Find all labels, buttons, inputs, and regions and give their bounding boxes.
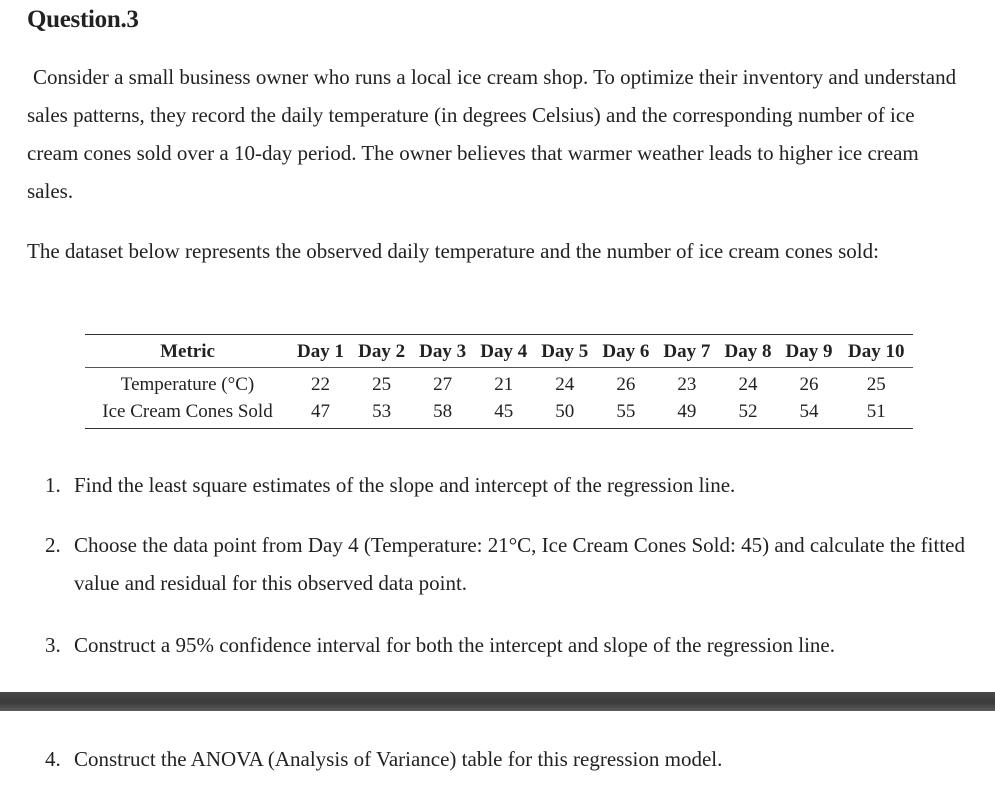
question-text: Find the least square estimates of the slope and intercept of the regression line.	[74, 473, 736, 497]
question-number: 3.	[45, 633, 61, 657]
question-number: 2.	[45, 533, 61, 557]
header-day: Day 9	[779, 335, 840, 368]
table-cell: 21	[494, 374, 514, 395]
question-item-3	[45, 626, 965, 664]
table-cell: 27	[433, 374, 453, 395]
row-label: Temperature (°C)	[120, 374, 255, 395]
question-number: 4.	[45, 747, 61, 771]
question-text: Construct a 95% confidence interval for both the intercept and slope of the regression line.	[74, 633, 836, 657]
table-cell: 55	[616, 401, 636, 422]
question-text: Construct the ANOVA (Analysis of Variance) table for this regression model.	[74, 747, 723, 771]
table-cell: 24	[555, 374, 575, 395]
table-cell: 49	[677, 401, 697, 422]
table-row-temperature	[85, 368, 913, 399]
header-day: Day 6	[595, 335, 656, 368]
table-cell: 52	[738, 401, 758, 422]
header-day: Day 7	[656, 335, 717, 368]
section-divider	[0, 692, 995, 711]
table-cell: 54	[799, 401, 819, 422]
table-cell: 25	[866, 374, 886, 395]
table-cell: 22	[311, 374, 331, 395]
header-day: Day 5	[534, 335, 595, 368]
question-number: 1.	[45, 473, 61, 497]
question-item-1	[45, 466, 965, 504]
header-day: Day 10	[840, 335, 913, 368]
header-metric: Metric	[85, 335, 290, 368]
table-header-row	[85, 335, 913, 368]
question-title: Question.3	[27, 6, 139, 33]
table-cell: 51	[866, 401, 886, 422]
table-row-cones-sold	[85, 398, 913, 429]
table-cell: 26	[616, 374, 636, 395]
dataset-paragraph: The dataset below represents the observed daily temperature and the number of ice cream cones sold:	[27, 239, 879, 263]
row-label: Ice Cream Cones Sold	[102, 401, 273, 422]
question-text: Choose the data point from Day 4 (Temperature: 21°C, Ice Cream Cones Sold: 45) and calculate the fitted value and residual for this observed data point.	[74, 533, 965, 595]
table-cell: 47	[311, 401, 331, 422]
data-table	[85, 334, 913, 429]
intro-paragraph: Consider a small business owner who runs a local ice cream shop. To optimize their inventory and understand sales patterns, they record the daily temperature (in degrees Celsius) and the corresponding number of ice cream cones sold over a 10-day period. The owner believes that warmer weather leads to higher ice cream sales.	[27, 65, 957, 203]
table-cell: 53	[372, 401, 392, 422]
table-cell: 58	[433, 401, 453, 422]
header-day: Day 8	[717, 335, 778, 368]
question-item-4	[45, 740, 965, 778]
table-cell: 50	[555, 401, 575, 422]
table-cell: 26	[799, 374, 819, 395]
header-day: Day 2	[351, 335, 412, 368]
table-cell: 45	[494, 401, 514, 422]
table-cell: 24	[738, 374, 758, 395]
header-day: Day 4	[473, 335, 534, 368]
table-cell: 23	[677, 374, 697, 395]
header-day: Day 3	[412, 335, 473, 368]
question-item-2	[45, 526, 965, 602]
header-day: Day 1	[290, 335, 351, 368]
table-cell: 25	[372, 374, 392, 395]
